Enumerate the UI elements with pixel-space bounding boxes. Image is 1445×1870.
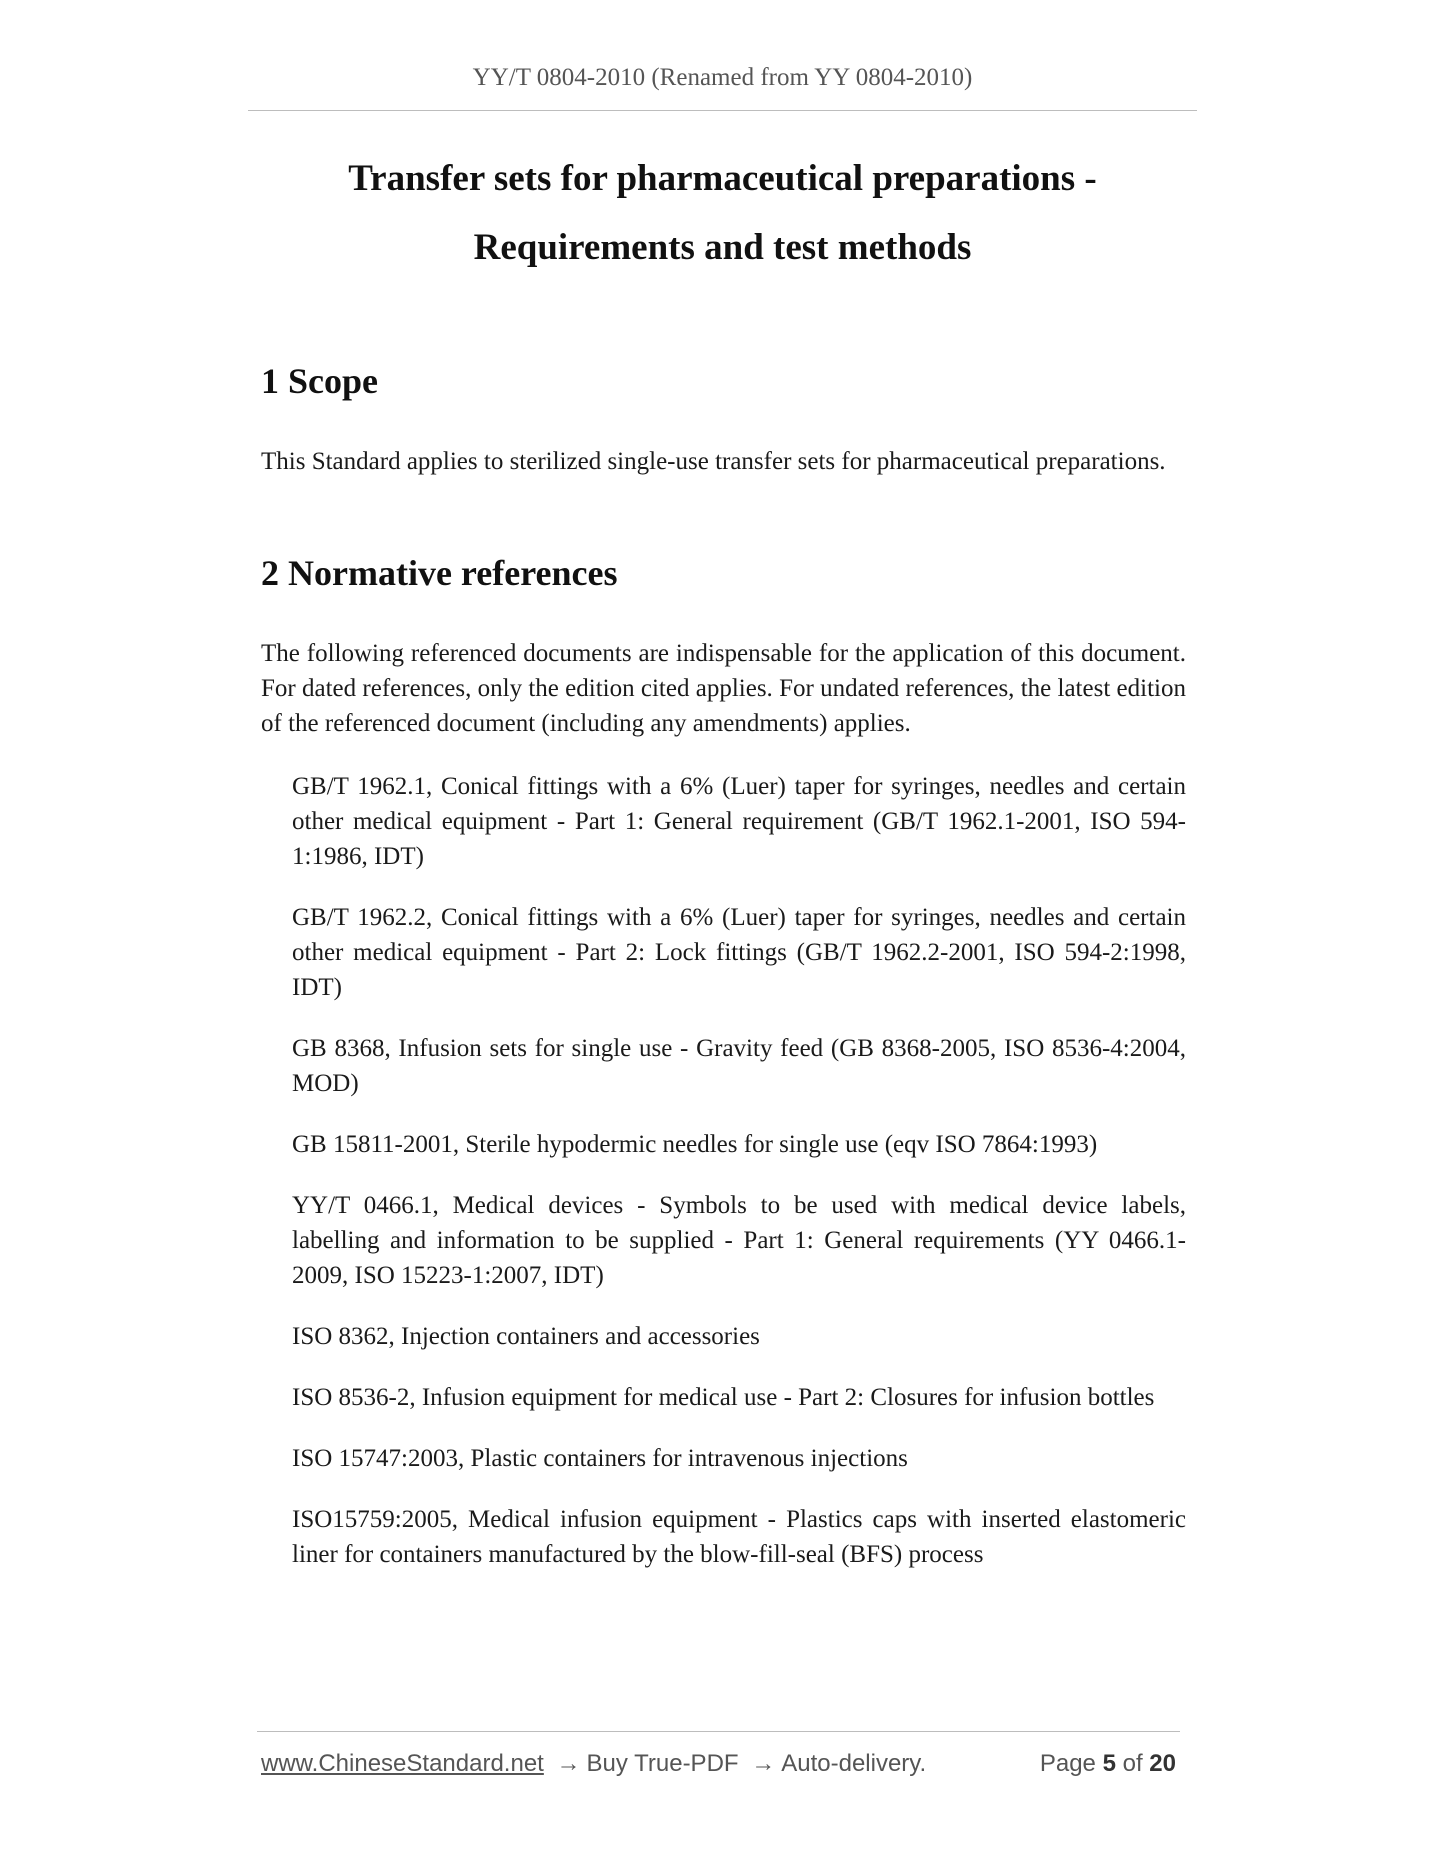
page-header: YY/T 0804-2010 (Renamed from YY 0804-2010) (472, 64, 973, 91)
section-heading-scope: 1 Scope (261, 361, 378, 401)
reference-item: ISO 8536-2, Infusion equipment for medical use - Part 2: Closures for infusion bottles (292, 1384, 1155, 1411)
scope-paragraph: This Standard applies to sterilized single-use transfer sets for pharmaceutical preparations. (261, 448, 1166, 475)
section-heading-normative-references: 2 Normative references (261, 553, 618, 593)
auto-delivery-text: Auto-delivery. (781, 1750, 927, 1777)
page-indicator (1040, 1750, 1176, 1778)
site-link[interactable]: www.ChineseStandard.net (261, 1750, 544, 1777)
arrow-right-icon: → (751, 1750, 776, 1777)
reference-item: ISO 8362, Injection containers and accessories (292, 1323, 760, 1350)
buy-true-pdf-text: Buy True-PDF (586, 1750, 739, 1777)
reference-item: GB 8368, Infusion sets for single use - Gravity feed (GB 8368-2005, ISO 8536-4:2004, MOD) (292, 1035, 1186, 1097)
document-title-line-1: Transfer sets for pharmaceutical preparations - (348, 158, 1097, 199)
reference-item: GB 15811-2001, Sterile hypodermic needles for single use (eqv ISO 7864:1993) (292, 1131, 1098, 1158)
reference-item: ISO15759:2005, Medical infusion equipment - Plastics caps with inserted elastomeric liner for containers manufactured by the blow-fill-seal (BFS) process (292, 1506, 1186, 1568)
page-label: Page (1039, 1750, 1096, 1777)
reference-list (292, 769, 1186, 1598)
page-footer (261, 1750, 1181, 1778)
footer-divider (257, 1731, 1180, 1732)
normative-intro-paragraph: The following referenced documents are indispensable for the application of this document. For dated references, only the edition cited applies. For undated references, the latest edition of the referenced document (including any amendments) applies. (261, 640, 1186, 737)
reference-item: ISO 15747:2003, Plastic containers for intravenous injections (292, 1445, 908, 1472)
arrow-right-icon: → (556, 1750, 581, 1777)
page-of-label: of (1122, 1750, 1143, 1777)
document-title-line-2: Requirements and test methods (473, 227, 972, 268)
reference-item: GB/T 1962.1, Conical fittings with a 6% (Luer) taper for syringes, needles and certain other medical equipment - Part 1: General requirement (GB/T 1962.1-2001, ISO 594-1:1986, IDT) (292, 773, 1186, 870)
page-current: 5 (1102, 1750, 1116, 1777)
reference-item: YY/T 0466.1, Medical devices - Symbols to be used with medical device labels, labelling and information to be supplied - Part 1: General requirements (YY 0466.1-2009, ISO 15223-1:2007, IDT) (292, 1192, 1186, 1289)
header-divider (248, 110, 1197, 111)
page-total: 20 (1149, 1750, 1176, 1777)
reference-item: GB/T 1962.2, Conical fittings with a 6% (Luer) taper for syringes, needles and certain other medical equipment - Part 2: Lock fittings (GB/T 1962.2-2001, ISO 594-2:1998, IDT) (292, 904, 1186, 1001)
